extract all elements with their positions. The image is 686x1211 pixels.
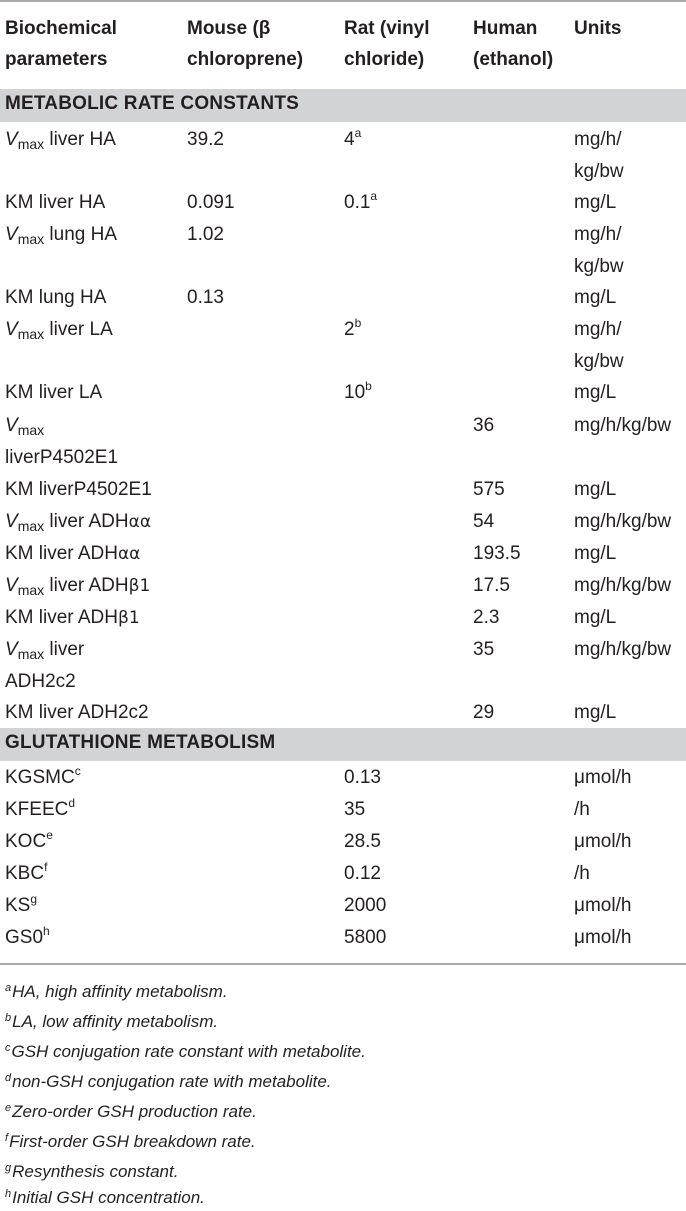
footnote-mark: a: [370, 189, 378, 203]
units-cell: /h: [574, 799, 590, 820]
section-title: GLUTATHIONE METABOLISM: [5, 732, 276, 753]
units-cell: mg/L: [574, 702, 617, 723]
greek-suffix: αα: [117, 544, 141, 564]
units-cell: μmol/h: [574, 831, 632, 852]
units-cell: mg/h/kg/bw: [574, 415, 672, 436]
v-subscript: max: [17, 136, 45, 152]
header-biochemical-parameters: [5, 13, 117, 75]
v-subscript: max: [17, 518, 45, 534]
param-label: KM liver LA: [5, 382, 103, 403]
units-line: mg/h/: [574, 224, 622, 245]
header-line: Human: [473, 18, 538, 39]
human-value: 193.5: [473, 543, 521, 564]
param-label: lung HA: [49, 224, 118, 245]
units-cell: mg/h/kg/bw: [574, 639, 672, 660]
footnote-text: non-GSH conjugation rate with metabolite.: [12, 1072, 332, 1091]
param-label: KM liver HA: [5, 192, 106, 213]
mouse-value: 0.13: [187, 287, 224, 308]
v-subscript: max: [17, 326, 45, 342]
param-cell: [5, 890, 37, 923]
param-label: KM lung HA: [5, 287, 107, 308]
rat-value: 0.13: [344, 767, 381, 788]
param-label: liver ADH: [49, 575, 129, 596]
footnote-mark: g: [5, 1162, 12, 1174]
footnote-mark: c: [74, 764, 81, 778]
param-label: KM liver ADH2c2: [5, 702, 149, 723]
header-human: [473, 13, 553, 75]
v-symbol: V: [5, 224, 18, 245]
greek-suffix: β1: [128, 576, 151, 596]
footnote-text: First-order GSH breakdown rate.: [9, 1132, 256, 1151]
footnote-mark: e: [46, 828, 53, 842]
param-label: liver ADH: [49, 511, 129, 532]
rat-value: [344, 314, 361, 347]
units-cell: [574, 219, 624, 283]
units-cell: mg/L: [574, 287, 617, 308]
units-line: mg/h/: [574, 319, 622, 340]
mouse-value: 1.02: [187, 224, 224, 245]
section-glutathione-metabolism: [0, 728, 686, 761]
param-label: KM liver ADH: [5, 607, 118, 628]
units-cell: [574, 314, 624, 378]
param-cell: [5, 858, 47, 891]
v-symbol: V: [5, 575, 18, 596]
v-symbol: V: [5, 129, 18, 150]
param-label: ADH2c2: [5, 671, 76, 692]
footnote: [5, 1012, 218, 1034]
footnote: [5, 1188, 205, 1210]
footnote-mark: f: [5, 1132, 9, 1144]
footnote-mark: e: [5, 1102, 12, 1114]
footnote-text: LA, low affinity metabolism.: [12, 1012, 219, 1031]
rat-value: [344, 187, 377, 220]
header-line: chloride): [344, 49, 425, 70]
units-cell: mg/h/kg/bw: [574, 511, 672, 532]
footnote: [5, 1132, 256, 1154]
footnote-mark: b: [365, 379, 372, 393]
human-value: 29: [473, 702, 495, 723]
v-subscript: max: [17, 582, 45, 598]
footnote-mark: a: [5, 982, 12, 994]
units-line: kg/bw: [574, 351, 624, 372]
footnote-mark: d: [68, 796, 76, 810]
footnote-mark: b: [5, 1012, 12, 1024]
table-bottom-rule: [0, 963, 686, 965]
rat-number: 0.1: [344, 192, 371, 213]
footnote-mark: f: [44, 860, 48, 874]
units-cell: μmol/h: [574, 767, 632, 788]
param-cell: [5, 314, 113, 346]
footnote-text: HA, high affinity metabolism.: [12, 982, 228, 1001]
param-label: KGSMC: [5, 767, 75, 788]
units-cell: mg/L: [574, 192, 617, 213]
header-line: chloroprene): [187, 49, 304, 70]
rat-value: 2000: [344, 895, 387, 916]
v-symbol: V: [5, 639, 18, 660]
rat-value: [344, 377, 372, 410]
header-line: Mouse (β: [187, 18, 271, 39]
param-cell: [5, 634, 84, 698]
v-symbol: V: [5, 511, 18, 532]
human-value: 54: [473, 511, 495, 532]
footnote: [5, 1072, 332, 1094]
footnote-text: Resynthesis constant.: [12, 1162, 179, 1181]
param-label: GS0: [5, 927, 44, 948]
human-value: 35: [473, 639, 495, 660]
units-line: mg/h/: [574, 129, 622, 150]
footnote-mark: g: [30, 892, 38, 906]
table-top-rule: [0, 0, 686, 2]
rat-number: 4: [344, 129, 355, 150]
param-label: liverP4502E1: [5, 447, 119, 468]
param-cell: [5, 762, 81, 795]
footnote-mark: a: [354, 126, 362, 140]
units-cell: mg/L: [574, 382, 617, 403]
header-line: (ethanol): [473, 49, 554, 70]
units-cell: μmol/h: [574, 895, 632, 916]
units-line: kg/bw: [574, 256, 624, 277]
human-value: 17.5: [473, 575, 510, 596]
footnote-mark: b: [354, 316, 362, 330]
units-cell: mg/h/kg/bw: [574, 575, 672, 596]
param-cell: [5, 219, 117, 251]
section-title: METABOLIC RATE CONSTANTS: [5, 93, 300, 114]
header-rat: [344, 13, 430, 75]
footnote: [5, 1042, 366, 1064]
param-cell: [5, 410, 118, 474]
human-value: 36: [473, 415, 495, 436]
header-mouse: [187, 13, 303, 75]
greek-suffix: αα: [128, 512, 152, 532]
units-line: kg/bw: [574, 161, 624, 182]
rat-number: 2: [344, 319, 355, 340]
param-label: KS: [5, 895, 31, 916]
units-cell: /h: [574, 863, 590, 884]
rat-value: 35: [344, 799, 366, 820]
v-symbol: V: [5, 415, 18, 436]
header-line: parameters: [5, 49, 108, 70]
param-cell: [5, 570, 150, 602]
footnote: [5, 1102, 257, 1124]
param-cell: [5, 506, 151, 538]
v-subscript: max: [17, 646, 45, 662]
footnote-text: GSH conjugation rate constant with metabolite.: [11, 1042, 366, 1061]
rat-number: 10: [344, 382, 366, 403]
param-label: liver HA: [49, 129, 116, 150]
rat-value: 28.5: [344, 831, 381, 852]
param-cell: [5, 826, 53, 859]
param-label: KM liver ADH: [5, 543, 118, 564]
param-cell: [5, 794, 75, 827]
param-label: KM liverP4502E1: [5, 479, 152, 500]
mouse-value: 39.2: [187, 129, 224, 150]
units-cell: μmol/h: [574, 927, 632, 948]
footnote-mark: d: [5, 1072, 12, 1084]
header-line: Rat (vinyl: [344, 18, 430, 39]
footnote-mark: c: [5, 1042, 11, 1054]
param-cell: [5, 538, 140, 570]
param-label: KBC: [5, 863, 45, 884]
greek-suffix: β1: [117, 608, 140, 628]
footnote-mark: h: [43, 924, 50, 938]
human-value: 575: [473, 479, 505, 500]
footnote-mark: h: [5, 1188, 12, 1200]
footnote: [5, 1162, 178, 1184]
units-cell: mg/L: [574, 607, 617, 628]
param-label: KFEEC: [5, 799, 69, 820]
v-symbol: V: [5, 319, 18, 340]
footnote-text: Initial GSH concentration.: [12, 1188, 205, 1207]
units-cell: mg/L: [574, 543, 617, 564]
human-value: 2.3: [473, 607, 500, 628]
header-line: Units: [574, 18, 622, 39]
param-cell: [5, 922, 50, 955]
mouse-value: 0.091: [187, 192, 235, 213]
footnote-text: Zero-order GSH production rate.: [12, 1102, 257, 1121]
footnote: [5, 982, 228, 1004]
param-label: liver: [49, 639, 85, 660]
param-cell: [5, 124, 116, 156]
header-line: Biochemical: [5, 18, 117, 39]
rat-value: 5800: [344, 927, 387, 948]
param-cell: [5, 602, 140, 634]
v-subscript: max: [17, 231, 45, 247]
units-cell: [574, 124, 624, 188]
rat-value: [344, 124, 361, 157]
v-subscript: max: [17, 422, 45, 438]
param-label: liver LA: [49, 319, 113, 340]
section-metabolic-rate-constants: [0, 89, 686, 122]
param-label: KOC: [5, 831, 47, 852]
units-cell: mg/L: [574, 479, 617, 500]
header-units: [574, 13, 622, 44]
rat-value: 0.12: [344, 863, 381, 884]
